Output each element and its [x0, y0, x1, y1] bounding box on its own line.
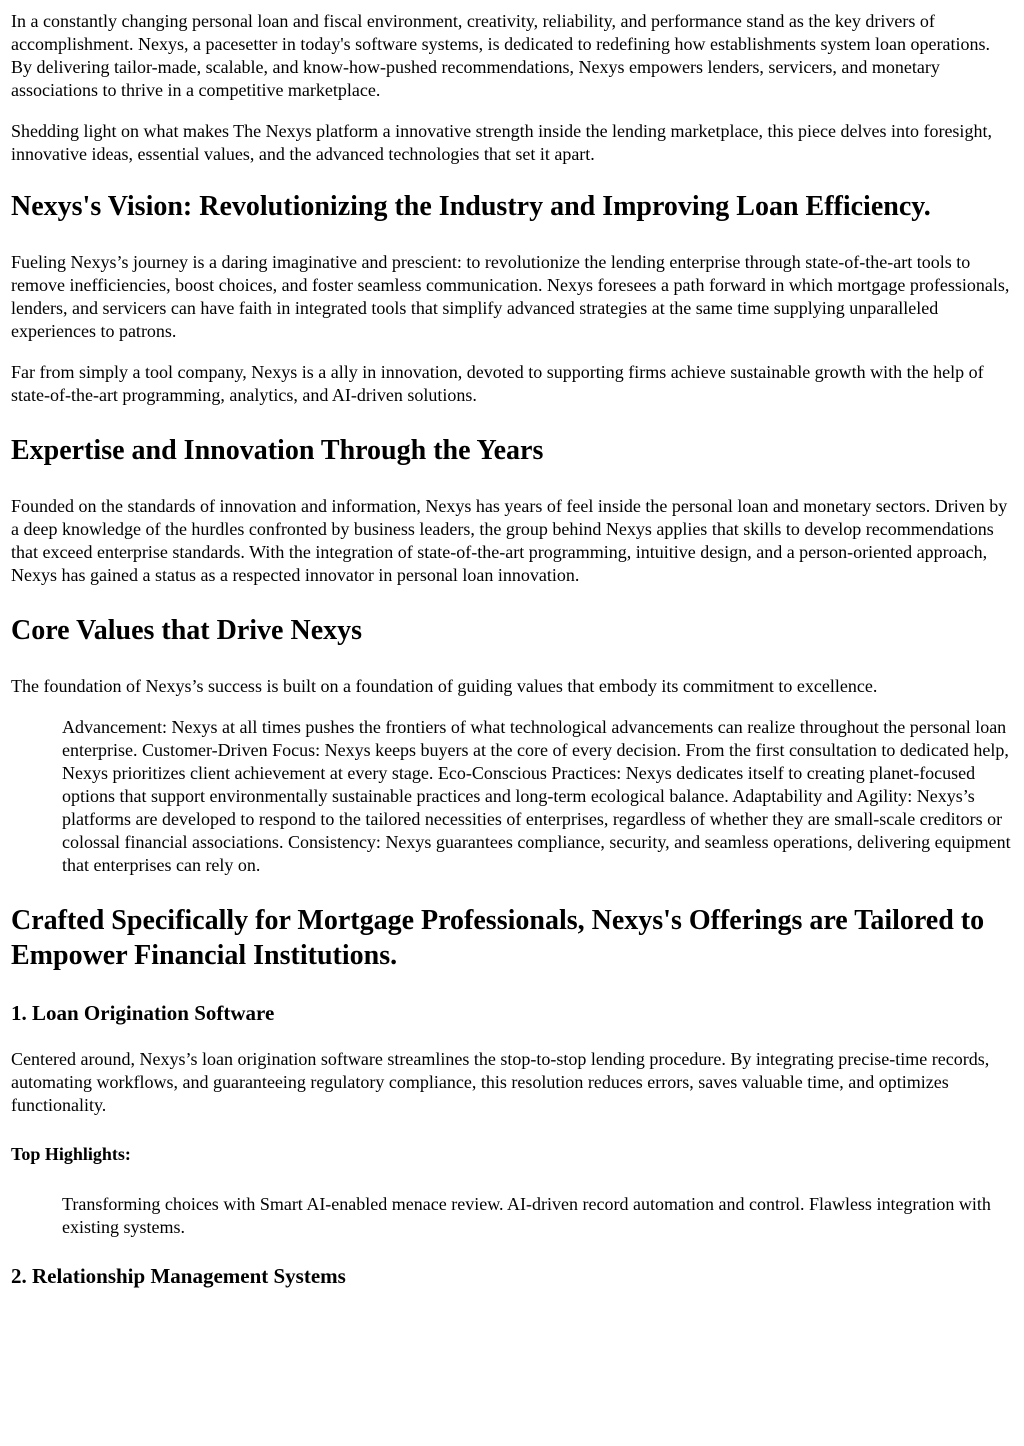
- section-heading-values: Core Values that Drive Nexys: [11, 615, 363, 646]
- expertise-paragraph: Founded on the standards of innovation and information, Nexys has years of feel inside the personal loan and monetary sectors. Driven by a deep knowledge of the hurdles confronted by business leaders, the group behind Nexys applies that skills to develop recommendations that exceed enterprise standards. With the integration of state-of-the-art programming, intuitive design, and a person-oriented approach, Nexys has gained a status as a respected innovator in personal loan innovation.: [11, 496, 1008, 585]
- vision-paragraph: Far from simply a tool company, Nexys is a ally in innovation, devoted to supporting firms achieve sustainable growth with the help of state-of-the-art programming, analytics, and AI-driven solutions.: [11, 362, 984, 405]
- intro-paragraph: In a constantly changing personal loan and fiscal environment, creativity, reliability, and performance stand as the key drivers of accomplishment. Nexys, a pacesetter in today's software systems, is dedicated to redefining how establishments system loan operations. By delivering tailor-made, scalable, and know-how-pushed recommendations, Nexys empowers lenders, servicers, and monetary associations to thrive in a competitive marketplace.: [11, 11, 991, 100]
- subheading-loan-origination: 1. Loan Origination Software: [11, 1001, 275, 1025]
- section-heading-expertise: Expertise and Innovation Through the Years: [11, 435, 544, 466]
- section-heading-offerings: Crafted Specifically for Mortgage Professionals, Nexys's Offerings are Tailored to Empower Financial Institutions.: [11, 905, 985, 971]
- section-heading-vision: Nexys's Vision: Revolutionizing the Industry and Improving Loan Efficiency.: [11, 191, 931, 222]
- vision-paragraph: Fueling Nexys’s journey is a daring imaginative and prescient: to revolutionize the lending enterprise through state-of-the-art tools to remove inefficiencies, boost choices, and foster seamless communication. Nexys foresees a path forward in which mortgage professionals, lenders, and servicers can have faith in integrated tools that simplify advanced strategies at the same time supplying unparalleled experiences to patrons.: [11, 252, 1010, 341]
- values-blockquote: Advancement: Nexys at all times pushes the frontiers of what technological advancements can realize throughout the personal loan enterprise. Customer-Driven Focus: Nexys keeps buyers at the core of every decision. From the first consultation to dedicated help, Nexys prioritizes client achievement at every stage. Eco-Conscious Practices: Nexys dedicates itself to creating planet-focused options that support environmentally sustainable practices and long-term ecological balance. Adaptability and Agility: Nexys’s platforms are developed to respond to the tailored necessities of enterprises, regardless of whether they are small-scale creditors or colossal financial associations. Consistency: Nexys guarantees compliance, security, and seamless operations, delivering equipment that enterprises can rely on.: [62, 717, 1011, 875]
- intro-paragraph: Shedding light on what makes The Nexys platform a innovative strength inside the lending marketplace, this piece delves into foresight, innovative ideas, essential values, and the advanced technologies that set it apart.: [11, 121, 992, 164]
- highlights-blockquote: Transforming choices with Smart AI-enabled menace review. AI-driven record automation and control. Flawless integration with existing systems.: [62, 1194, 991, 1237]
- values-paragraph: The foundation of Nexys’s success is built on a foundation of guiding values that embody its commitment to excellence.: [11, 676, 878, 696]
- loan-origination-paragraph: Centered around, Nexys’s loan origination software streamlines the stop-to-stop lending procedure. By integrating precise-time records, automating workflows, and guaranteeing regulatory compliance, this resolution reduces errors, saves valuable time, and optimizes functionality.: [11, 1049, 990, 1115]
- subheading-relationship-management: 2. Relationship Management Systems: [11, 1264, 346, 1288]
- highlights-heading: Top Highlights:: [11, 1144, 131, 1164]
